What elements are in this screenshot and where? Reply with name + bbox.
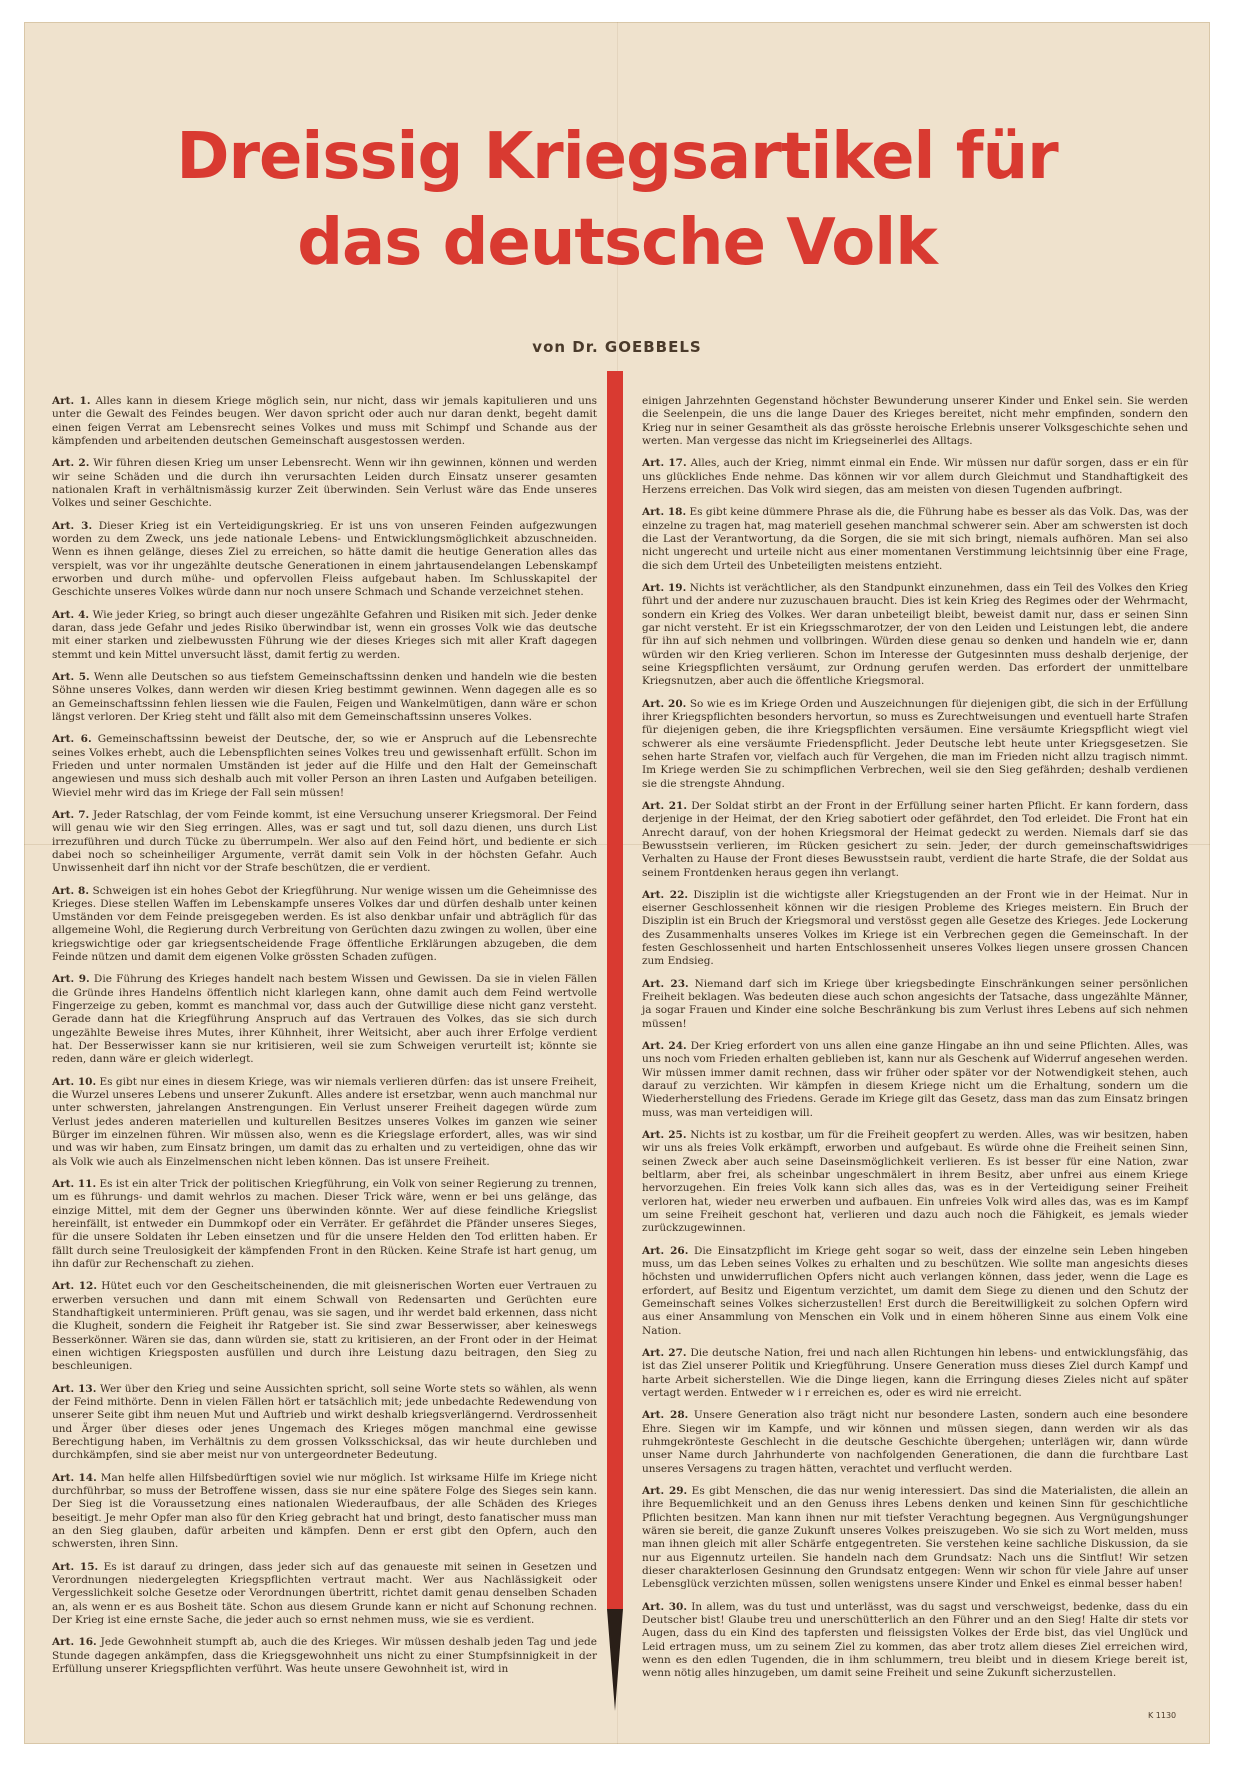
sword-tip bbox=[607, 1609, 623, 1711]
article-number: Art. 25. bbox=[642, 1129, 687, 1142]
title-line-1: Dreissig Kriegsartikel für bbox=[176, 120, 1058, 194]
article bbox=[642, 698, 1188, 791]
article-number: Art. 11. bbox=[52, 1178, 97, 1191]
article bbox=[52, 885, 597, 965]
article bbox=[642, 1601, 1188, 1681]
article-text: Man helfe allen Hilfsbedürftigen soviel wie nur möglich. Ist wirksame Hilfe im Kriege nicht durchführbar, so muss der Betroffene wissen, dass sie nur eine spätere Folge des Sieges sein kann. Der Sieg ist die Voraussetzung eines nationalen Wiederaufbaus, der alle Schäden des Krieges beseitigt. Je mehr Opfer man also für den Krieg gebracht hat und bringt, desto fanatischer muss man an den Sieg glauben, dafür arbeiten und kämpfen. Denn er erst gibt den Opfern, auch den schwersten, ihren Sinn. bbox=[52, 1471, 597, 1551]
title-line-2: das deutsche Volk bbox=[297, 206, 937, 280]
article bbox=[642, 1040, 1188, 1120]
article-number: Art. 9. bbox=[52, 973, 90, 986]
article bbox=[642, 800, 1188, 880]
article-number: Art. 13. bbox=[52, 1382, 97, 1395]
article-text: Die Einsatzpflicht im Kriege geht sogar so weit, dass der einzelne sein Leben hingeben muss, um das Leben seines Volkes zu erhalten und zu beschützen. Wie sollte man angesichts dieses höchsten und unwiderruflichen Opfers nicht auch verlangen können, dass jeder, wenn die Lage es erfordert, auf Besitz und Eigentum verzichtet, um damit dem Siege zu dienen und den Schutz der Gemeinschaft seines Volkes sicherzustellen! Erst durch die Bereitwilligkeit zu solchen Opfern wird aus einer Ansammlung von Menschen ein Volk und in einem höheren Sinne aus einem Volk eine Nation. bbox=[642, 1244, 1189, 1337]
article bbox=[52, 520, 597, 600]
article-text: Dieser Krieg ist ein Verteidigungskrieg. Er ist uns von unseren Feinden aufgezwungen worden zu dem Zweck, uns jede nationale Lebens- und Entwicklungsmöglichkeit abzuschneiden. Wenn es ihnen gelänge, dieses Ziel zu erreichen, so hätte damit die heutige Generation alles das verspielt, was vor ihr ungezählte deutsche Generationen in einem jahrtausendelangen Lebenskampf erworben und durch mühe- und opfervollen Fleiss aufgebaut haben. Im Schlusskapitel der Geschichte unseres Volkes würde dann nur noch unsere Schmach und Schande verzeichnet stehen. bbox=[52, 519, 597, 599]
article bbox=[642, 395, 1188, 448]
article-number: Art. 17. bbox=[642, 457, 687, 470]
article bbox=[642, 1245, 1188, 1338]
article-text: Gemeinschaftssinn beweist der Deutsche, der, so wie er Anspruch auf die Lebensrechte seines Volkes erhebt, auch die Lebenspflichten seines Volkes treu und gewissenhaft erfüllt. Schon im Frieden und unter normalen Umständen ist jeder auf die Hilfe und den Halt der Gemeinschaft angewiesen und muss sich deshalb auch mit voller Person an ihren Lasten und Aufgaben beteiligen. Wieviel mehr wird das im Kriege der Fall sein müssen! bbox=[52, 733, 597, 799]
poster-title bbox=[24, 114, 1210, 286]
article-text: Jeder Ratschlag, der vom Feinde kommt, ist eine Versuchung unserer Kriegsmoral. Der Feind will genau wie wir den Sieg erringen. Alles, was er sagt und tut, soll dazu dienen, uns durch List irrezuführen und durch Tücke zu überrumpeln. Wer also auf den Feind hört, und bediente er sich dabei noch so scheinheiliger Argumente, verrät damit sein Volk in der höchsten Gefahr. Auch Unwissenheit darf ihn nicht vor der Strafe beschützen, die er verdient. bbox=[52, 808, 597, 875]
article-number: Art. 4. bbox=[52, 608, 90, 621]
article bbox=[52, 1076, 597, 1169]
article bbox=[642, 1409, 1188, 1476]
article bbox=[52, 609, 597, 662]
article-number: Art. 5. bbox=[52, 670, 90, 683]
article-text: Hütet euch vor den Gescheitscheinenden, die mit gleisnerischen Worten euer Vertrauen zu erwerben versuchen und dann mit einem Schwall von Redensarten und Gerüchten eure Standhaftigkeit unterminieren. Prüft genau, was sie sagen, und ihr werdet bald erkennen, dass nicht die Klugheit, sondern die Feigheit ihr Ratgeber ist. Sie sind zwar Besserwisser, aber keineswegs Besserkönner. Wären sie das, dann würden sie, statt zu kritisieren, an der Front oder in der Heimat einen wichtigen Kriegsposten ausfüllen und durch ihre Leistung dazu beitragen, den Sieg zu beschleunigen. bbox=[52, 1280, 598, 1373]
article-text: Niemand darf sich im Kriege über kriegsbedingte Einschränkungen seiner persönlichen Freiheit beklagen. Was bedeuten diese auch schon angesichts der Tatsache, dass ungezählte Männer, ja sogar Frauen und Kinder eine solche Beschränkung bis zum Verlust ihres Lebens auf sich nehmen müssen! bbox=[642, 977, 1188, 1030]
article bbox=[642, 506, 1188, 573]
article-text: Der Soldat stirbt an der Front in der Erfüllung seiner harten Pflicht. Er kann fordern, dass derjenige in der Heimat, der den Krieg sabotiert oder gefährdet, den Tod erleidet. Die Front hat ein Anrecht darauf, von der hohen Kriegsmoral der Heimat gedeckt zu werden. Niemals darf sie das Bewusstsein verlieren, im Rücken gesichert zu sein. Jeder, der durch gemeinschaftswidriges Verhalten zu Hause der Front dieses Bewusstsein raubt, verdient die harte Strafe, die der Soldat aus seinem Frontdenken heraus gegen ihn verlangt. bbox=[642, 799, 1188, 879]
article-number: Art. 16. bbox=[52, 1636, 97, 1649]
article-text: In allem, was du tust und unterlässt, was du sagst und verschweigst, bedenke, dass du ein Deutscher bist! Glaube treu und unerschütterlich an den Führer und an den Sieg! Halte dir stets vor Augen, dass du ein Kind des tapfersten und fleissigsten Volkes der Erde bist, das viel Unglück und Leid ertragen muss, um zu seinem Ziel zu kommen, das aber trotz allem dieses Ziel erreichen wird, wenn es den edlen Tugenden, die in ihm schlummern, treu bleibt und in diesem Kriege bereit ist, wenn nötig alles hinzugeben, um damit seine Freiheit und seine Zukunft sicherzustellen. bbox=[642, 1600, 1188, 1680]
article bbox=[642, 1129, 1188, 1236]
article-text: Es gibt nur eines in diesem Kriege, was wir niemals verlieren dürfen: das ist unsere Freiheit, die Wurzel unseres Lebens und unserer Zukunft. Alles andere ist ersetzbar, wenn auch manchmal nur unter schwersten, jahrelangen Anstrengungen. Ein Verlust unserer Freiheit dagegen würde zum Verlust jedes anderen materiellen und kulturellen Besitzes unseres Volkes im ganzen wie seiner Bürger im einzelnen führen. Wir müssen also, wenn es die Kriegslage erfordert, alles, was wir sind und was wir haben, zum Einsatz bringen, um damit das zu erhalten und zu verteidigen, ohne das wir als Volk wie auch als Einzelmenschen nicht leben können. Das ist unsere Freiheit. bbox=[52, 1075, 598, 1168]
article bbox=[52, 1178, 597, 1271]
article-number: Art. 24. bbox=[642, 1040, 687, 1053]
article bbox=[642, 457, 1188, 497]
article-text: Nichts ist zu kostbar, um für die Freiheit geopfert zu werden. Alles, was wir besitzen, haben wir uns als freies Volk erkämpft, erworben und aufgebaut. Es würde ohne die Freiheit seinen Sinn, seinen Zweck aber auch seine Daseinsmöglichkeit verlieren. Es ist besser für eine Nation, zwar beltlarm, aber frei, als scheinbar ungeschmälert in ihrem Besitz, aber unfrei aus einem Kriege hervorzugehen. Ein freies Volk kann sich alles das, was es in der Verteidigung seiner Freiheit verloren hat, wieder neu erwerben und aufbauen. Ein unfreies Volk wird alles das, was es im Kampf um seine Freiheit geschont hat, verlieren und dazu auch noch die Fähigkeit, es jemals wieder zurückzugewinnen. bbox=[642, 1129, 1189, 1235]
article-number: Art. 6. bbox=[52, 733, 92, 746]
article bbox=[52, 973, 597, 1066]
article-text: Der Krieg erfordert von uns allen eine ganze Hingabe an ihn und seine Pflichten. Alles, was uns noch vom Frieden erhalten geblieben ist, kann nur als Geschenk auf Widerruf angesehen werden. Wir müssen immer damit rechnen, dass wir früher oder später vor der Notwendigkeit stehen, auch darauf zu verzichten. Wir kämpfen in diesem Kriege nicht um die Erhaltung, sondern um die Wiederherstellung des Friedens. Gerade im Kriege gilt das Gesetz, dass man das zum Einsatz bringen muss, was man verteidigen will. bbox=[642, 1040, 1188, 1119]
article-text: Alles, auch der Krieg, nimmt einmal ein Ende. Wir müssen nur dafür sorgen, dass er ein für uns glückliches Ende nehme. Das können wir vor allem durch Gleichmut und Standhaftigkeit des Herzens erreichen. Das Volk wird siegen, das am meisten von diesen Tugenden aufbringt. bbox=[642, 457, 1188, 496]
article-text: Es gibt keine dümmere Phrase als die, die Führung habe es besser als das Volk. Das, was der einzelne zu tragen hat, mag materiell gesehen manchmal schwerer sein. Aber am schwersten ist doch die Last der Verantwortung, da die Sorgen, die sie mit sich bringt, niemals aufhören. Man sei also nicht ungerecht und urteile nicht aus einer momentanen Verstimmung leichtsinnig über eine Frage, die sich dem Urteil des Unbeteiligten meistens entzieht. bbox=[642, 506, 1188, 572]
article-number: Art. 2. bbox=[52, 457, 90, 470]
article-number: Art. 20. bbox=[642, 697, 687, 710]
article-number: Art. 21. bbox=[642, 799, 687, 812]
article-text: Es ist darauf zu dringen, dass jeder sich auf das genaueste mit seinen in Gesetzen und Verordnungen niedergelegten Kriegspflichten vertraut macht. Wer aus Nachlässigkeit oder Vergesslichkeit solche Gesetze oder Verordnungen übertritt, richtet damit genau denselben Schaden an, als wenn er es aus Bosheit täte. Schon aus diesem Grunde kann er nicht auf Schonung rechnen. Der Krieg ist eine ernste Sache, die jeder auch so ernst nehmen muss, wie sie es verdient. bbox=[52, 1560, 598, 1626]
article-text: Schweigen ist ein hohes Gebot der Kriegführung. Nur wenige wissen um die Geheimnisse des Krieges. Diese stellen Waffen im Lebenskampfe unseres Volkes dar und dürfen deshalb unter keinen Umständen vor dem Feinde preisgegeben werden. Es ist also denkbar unfair und abträglich für das allgemeine Wohl, die Regierung durch Verbreitung von Gerüchten dazu zwingen zu wollen, über eine kriegswichtige oder gar kriegsentscheidende Frage öffentliche Erklärungen abzugeben, die dem Feinde nützen und damit dem eigenen Volke grössten Schaden zufügen. bbox=[52, 884, 597, 964]
article-number: Art. 14. bbox=[52, 1471, 97, 1484]
article-number: Art. 23. bbox=[642, 977, 689, 990]
article bbox=[642, 1347, 1188, 1400]
article-text: einigen Jahrzehnten Gegenstand höchster Bewunderung unserer Kinder und Enkel sein. Sie werden die Seelenpein, die uns die lange Dauer des Krieges bereitet, nicht mehr empfinden, sondern den Krieg nur in seiner Gesamtheit als das grösste heroische Erlebnis unserer Volksgeschichte sehen und werten. Man vergesse das nicht im Kriegseinerlei des Alltags. bbox=[642, 395, 1188, 447]
article bbox=[642, 582, 1188, 689]
article-text: Unsere Generation also trägt nicht nur besondere Lasten, sondern auch eine besondere Ehre. Siegen wir im Kampfe, und wir können und müssen siegen, dann werden wir als das ruhmgekrönteste Geschlecht in die deutsche Geschichte übergehen; unterlägen wir, dann würde unser Name durch Jahrhunderte von nachfolgenden Generationen, die dann die furchtbare Last unseres Versagens zu tragen hätten, verachtet und verflucht werden. bbox=[642, 1409, 1188, 1475]
article bbox=[52, 457, 597, 510]
article-number: Art. 3. bbox=[52, 519, 93, 532]
article-text: Nichts ist verächtlicher, als den Standpunkt einzunehmen, dass ein Teil des Volkes den Krieg führt und der andere nur zuzuschauen braucht. Dies ist kein Krieg des Regimes oder der Wehrmacht, sondern ein Krieg des Volkes. Wer daran unbeteiligt bleibt, beweist damit nur, dass er seinen Sinn gar nicht versteht. Er ist ein Kriegsschmarotzer, der von den Leiden und Leistungen lebt, die andere für ihn auf sich nehmen und vollbringen. Würden diese genau so denken und handeln wie er, dann würden wir den Krieg verlieren. Schon im Interesse der Gutgesinnten muss deshalb derjenige, der seine Kriegspflichten versäumt, zur Ordnung gerufen werden. Das erfordert der unmittelbare Kriegsnutzen, aber auch die öffentliche Kriegsmoral. bbox=[642, 581, 1188, 688]
article-number: Art. 8. bbox=[52, 884, 89, 897]
articles-column-left bbox=[52, 395, 597, 1685]
article-text: Alles kann in diesem Kriege möglich sein, nur nicht, dass wir jemals kapitulieren und uns unter die Gewalt des Feindes beugen. Wer davon spricht oder auch nur daran denkt, begeht damit einen feigen Verrat am Lebensrecht seines Volkes und muss mit Schimpf und Schande aus der kämpfenden und arbeitenden deutschen Gemeinschaft ausgestossen werden. bbox=[52, 395, 597, 447]
article-number: Art. 22. bbox=[642, 888, 689, 901]
article-number: Art. 27. bbox=[642, 1347, 687, 1359]
print-code: K 1130 bbox=[1148, 1711, 1177, 1720]
article-number: Art. 7. bbox=[52, 808, 90, 821]
article-text: So wie es im Kriege Orden und Auszeichnungen für diejenigen gibt, die sich in der Erfüllung ihrer Kriegspflichten besonders hervortun, so muss es Zurechtweisungen und eventuell harte Strafen für diejenigen geben, die ihre Kriegspflichten versäumen. Eine versäumte Kriegspflicht wiegt viel schwerer als eine versäumte Friedenspflicht. Jeder Deutsche lebt heute unter Kriegsgesetzen. Sie sehen harte Strafen vor, vielfach auch für Vergehen, die man im Frieden nicht allzu tragisch nimmt. Im Kriege werden Sie zu schimpflichen Verbrechen, weil sie den Sieg gefährden; deshalb verdienen sie die strengste Ahndung. bbox=[642, 697, 1188, 790]
article bbox=[52, 1280, 597, 1373]
byline: von Dr. GOEBBELS bbox=[532, 338, 702, 356]
article-number: Art. 30. bbox=[642, 1600, 688, 1613]
article-number: Art. 18. bbox=[642, 506, 687, 519]
article-text: Disziplin ist die wichtigste aller Kriegstugenden an der Front wie in der Heimat. Nur in eiserner Geschlossenheit können wir die riesigen Probleme des Krieges meistern. Ein Bruch der Disziplin ist ein Bruch der Kriegsmoral und verstösst gegen alle Gesetze des Krieges. Jede Lockerung des Zusammenhalts unseres Volkes im Kriege ist ein Verbrechen gegen die Gemeinschaft. In der festen Geschlossenheit und harten Entschlossenheit unseres Volkes liegen unsere grossen Chancen zum Endsieg. bbox=[642, 888, 1188, 968]
article-number: Art. 26. bbox=[642, 1244, 689, 1257]
article bbox=[642, 978, 1188, 1031]
article bbox=[52, 809, 597, 876]
article-text: Die deutsche Nation, frei und nach allen Richtungen hin lebens- und entwicklungsfähig, das ist das Ziel unserer Politik und Kriegführung. Unsere Generation muss dieses Ziel durch Kampf und harte Arbeit sicherstellen. Wie die Dinge liegen, kann die Erringung dieses Zieles nicht auf später vertagt werden. Entweder w i r erreichen es, oder es wird nie erreicht. bbox=[642, 1347, 1189, 1399]
article bbox=[52, 1561, 597, 1628]
article bbox=[52, 1472, 597, 1552]
sword-divider bbox=[605, 371, 625, 1711]
article-number: Art. 10. bbox=[52, 1075, 97, 1088]
article bbox=[52, 395, 597, 448]
article bbox=[52, 1636, 597, 1676]
article-number: Art. 15. bbox=[52, 1560, 99, 1573]
article-number: Art. 29. bbox=[642, 1484, 688, 1497]
article-number: Art. 12. bbox=[52, 1280, 97, 1293]
article-text: Wenn alle Deutschen so aus tiefstem Gemeinschaftssinn denken und handeln wie die besten Söhne unseres Volkes, dann werden wir diesen Krieg bestimmt gewinnen. Wenn dagegen alle es so an Gemeinschaftssinn fehlen liessen wie die Faulen, Feigen und Wankelmütigen, dann wäre er schon längst verloren. Der Krieg steht und fällt also mit dem Gemeinschaftssinn unseres Volkes. bbox=[52, 670, 597, 723]
article-text: Die Führung des Krieges handelt nach bestem Wissen und Gewissen. Da sie in vielen Fällen die Gründe ihres Handelns öffentlich nicht klarlegen kann, ohne damit auch dem Feind wertvolle Fingerzeige zu geben, kommt es manchmal vor, dass auch der Gutwillige diese nicht ganz versteht. Gerade dann hat die Kriegführung Anspruch auf das Vertrauen des Volkes, das sie sich durch ungezählte Beweise ihres Mutes, ihrer Kühnheit, ihrer Weitsicht, aber auch ihrer Erfolge verdient hat. Der Besserwisser kann sie nur kritisieren, weil sie zum Schweigen verurteilt ist; könnte sie reden, dann wäre er gleich widerlegt. bbox=[52, 973, 597, 1066]
article bbox=[642, 1485, 1188, 1592]
article-text: Jede Gewohnheit stumpft ab, auch die des Krieges. Wir müssen deshalb jeden Tag und jede Stunde dagegen ankämpfen, dass die Kriegsgewohnheit uns nicht zu einer Stumpfsinnigkeit in der Erfüllung unserer Kriegspflichten verführt. Was heute unsere Gewohnheit ist, wird in bbox=[52, 1636, 597, 1675]
article bbox=[642, 889, 1188, 969]
article bbox=[52, 733, 597, 800]
article-text: Es ist ein alter Trick der politischen Kriegführung, ein Volk von seiner Regierung zu trennen, um es führungs- und damit wehrlos zu machen. Dieser Trick wäre, wenn er bei uns gelänge, das einzige Mittel, mit dem der Gegner uns überwinden könnte. Wer auf diese feindliche Kriegslist hereinfällt, ist entweder ein Dummkopf oder ein Verräter. Er gefährdet die Pfänder unseres Sieges, für die unsere Soldaten ihr Leben einsetzen und für die unsere Helden den Tod erlitten haben. Er fällt durch seine Treulosigkeit der kämpfenden Front in den Rücken. Keine Strafe ist hart genug, um ihn dafür zur Rechenschaft zu ziehen. bbox=[52, 1178, 598, 1271]
article-text: Wer über den Krieg und seine Aussichten spricht, soll seine Worte stets so wählen, als wenn der Feind mithörte. Denn in vielen Fällen hört er tatsächlich mit; jede unbedachte Redewendung von unserer Seite gibt ihm neuen Mut und Auftrieb und wirkt deshalb kriegsverlängernd. Verdrossenheit und Ärger über dieses oder jenes Ungemach des Krieges mögen manchmal eine gewisse Berechtigung haben, im Verhältnis zu dem grossen Volksschicksal, das wir heute durchleben und durchkämpfen, sind sie aber meist nur von untergeordneter Bedeutung. bbox=[52, 1382, 597, 1462]
article-number: Art. 19. bbox=[642, 581, 687, 594]
article-number: Art. 1. bbox=[52, 395, 91, 407]
article bbox=[52, 671, 597, 724]
poster bbox=[24, 22, 1210, 1744]
articles-column-right bbox=[642, 395, 1188, 1690]
article-text: Wir führen diesen Krieg um unser Lebensrecht. Wenn wir ihn gewinnen, können und werden wir seine Schäden und die durch ihn verursachten Leiden durch Einsatz unserer gesamten nationalen Kraft in verhältnismässig kurzer Zeit überwinden. Sein Verlust wäre das Ende unseres Volkes und seiner Geschichte. bbox=[52, 457, 597, 510]
article-number: Art. 28. bbox=[642, 1409, 689, 1422]
sword-blade bbox=[607, 371, 623, 1609]
article-text: Wie jeder Krieg, so bringt auch dieser ungezählte Gefahren und Risiken mit sich. Jeder denke daran, dass jede Gefahr und jedes Risiko überwindbar ist, wenn ein grosses Volk wie das deutsche mit einer starken und zielbewussten Führung wie der dieses Krieges sich mit aller Kraft dagegen stemmt und kein Mittel unversucht lässt, damit fertig zu werden. bbox=[52, 608, 597, 661]
article-text: Es gibt Menschen, die das nur wenig interessiert. Das sind die Materialisten, die allein an ihre Bequemlichkeit und an den Genuss ihres Lebens denken und keinen Sinn für geschichtliche Pflichten besitzen. Man kann ihnen nur mit tiefster Verachtung begegnen. Aus Vergnügungshunger wären sie bereit, die ganze Zukunft unseres Volkes preiszugeben. Wo sie sich zu Wort melden, muss man ihnen gleich mit aller Schärfe entgegentreten. Sie verstehen keine sachliche Diskussion, da sie nur aus Eigennutz urteilen. Sie handeln nach dem Grundsatz: Nach uns die Sintflut! Wir setzen dieser charakterlosen Gesinnung den Grundsatz entgegen: Wenn wir schon für viele Jahre auf unser Lebensglück verzichten müssen, sollen wenigstens unsere Kinder und Enkel es einmal besser haben! bbox=[642, 1484, 1188, 1591]
article bbox=[52, 1383, 597, 1463]
